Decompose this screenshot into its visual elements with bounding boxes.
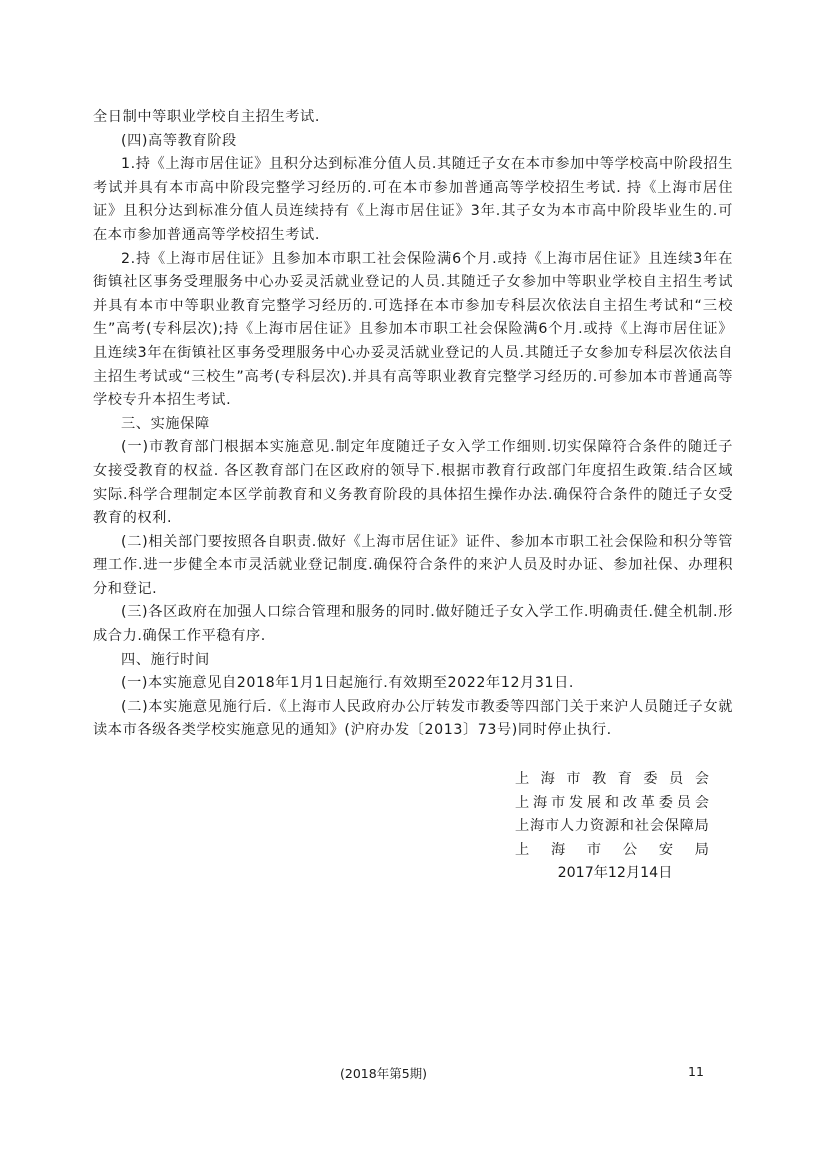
paragraph: (一)市教育部门根据本实施意见.制定年度随迁子女入学工作细则.切实保障符合条件的随迁子女接受教育的权益. 各区教育部门在区政府的领导下.根据市教育行政部门年度招生政策.结合区域实际.科学合理制定本区学前教育和义务教育阶段的具体招生操作办法.确保符合条件的随迁子女受教育的权利.: [93, 439, 733, 527]
signatory: [515, 792, 709, 816]
signature-date: 2017年12月14日: [557, 865, 673, 882]
signatory-char: 局: [694, 841, 709, 858]
paragraph: (三)各区政府在加强人口综合管理和服务的同时.做好随迁子女入学工作.明确责任.健全机制.形成合力.确保工作平稳有序.: [93, 604, 733, 645]
signatory-char: 力: [574, 818, 590, 835]
signatory-char: 局: [694, 818, 709, 835]
signatory-char: 会: [694, 771, 709, 787]
signatory-char: 和: [604, 794, 620, 811]
paragraph: 1.持《上海市居住证》且积分达到标准分值人员.其随迁子女在本市参加中等学校高中阶段招生考试并具有本市高中阶段完整学习经历的.可在本市参加普通高等学校招生考试. 持《上海市居住证》且积分达到标准分值人员连续持有《上海市居住证》3年.其子女为本市高中阶段毕业生的.可在本市参加普通高等学校招生考试.: [93, 156, 733, 243]
signatory-char: 社: [634, 818, 649, 835]
signature-block: [515, 768, 709, 886]
signatory-char: 员: [676, 794, 691, 811]
section-heading: 四、施行时间: [121, 651, 210, 668]
paragraph: 全日制中等职业学校自主招生考试.: [93, 109, 320, 125]
document-body: [93, 106, 733, 743]
signatory-char: 安: [658, 841, 674, 858]
signatory-char: 海: [540, 771, 555, 787]
signatory-char: 改: [622, 794, 638, 811]
paragraph: 2.持《上海市居住证》且参加本市职工社会保险满6个月.或持《上海市居住证》且连续3年在街镇社区事务受理服务中心办妥灵活就业登记的人员.其随迁子女参加中等职业学校自主招生考试并具有本市中等职业教育完整学习经历的.可选择在本市参加专科层次依法自主招生考试和“三校生”高考(专科层次);持《上海市居住证》且参加本市职工社会保险满6个月.或持《上海市居住证》且连续3年在街镇社区事务受理服务中心办妥灵活就业登记的人员.其随迁子女参加专科层次依法自主招生考试或“三校生”高考(专科层次).并具有高等职业教育完整学习经历的.可参加本市普通高等学校专升本招生考试.: [93, 250, 733, 409]
signatory-char: 委: [643, 771, 658, 787]
signatory-char: 海: [532, 794, 548, 811]
signatory-char: 上: [515, 818, 530, 835]
signatory-char: 会: [694, 794, 709, 811]
signatory-char: 源: [604, 818, 620, 835]
signatory-char: 育: [617, 771, 632, 787]
signatory-char: 员: [669, 771, 684, 787]
signatory-char: 海: [550, 841, 566, 858]
signatory: [515, 768, 709, 792]
section-heading: (四)高等教育阶段: [121, 132, 237, 149]
section-heading: 三、实施保障: [121, 415, 210, 432]
page-number: 11: [688, 1064, 704, 1079]
signatory-char: 上: [515, 771, 530, 787]
signatory: [515, 839, 709, 863]
signatory-char: 展: [586, 794, 602, 811]
signatory-char: 教: [592, 771, 607, 787]
signatory-char: 市: [550, 794, 566, 811]
issue-label: (2018年第5期): [340, 1066, 428, 1081]
paragraph: (二)相关部门要按照各自职责.做好《上海市居住证》证件、参加本市职工社会保险和积分等管理工作.进一步健全本市灵活就业登记制度.确保符合条件的来沪人员及时办证、参加社保、办理积分和登记.: [93, 533, 733, 597]
signatory-char: 革: [640, 794, 655, 811]
signatory: [515, 815, 709, 839]
signatory-char: 会: [649, 818, 664, 835]
paragraph: (一)本实施意见自2018年1月1日起施行.有效期至2022年12月31日.: [121, 675, 575, 692]
signatory-char: 保: [664, 818, 679, 835]
signatory-char: 资: [589, 818, 605, 835]
signatory-char: 委: [658, 794, 673, 811]
signatory-char: 市: [566, 771, 581, 787]
signatory-char: 和: [619, 818, 634, 835]
signatory-char: 市: [544, 818, 560, 835]
signatory-char: 人: [559, 818, 575, 835]
signatory-char: 发: [568, 794, 584, 811]
paragraph: (二)本实施意见施行后.《上海市人民政府办公厅转发市教委等四部门关于来沪人员随迁子女就读本市各级各类学校实施意见的通知》(沪府办发〔2013〕73号)同时停止执行.: [93, 698, 733, 739]
signatory-char: 海: [529, 818, 545, 835]
signatory-char: 上: [515, 794, 530, 811]
signatory-char: 上: [515, 841, 530, 858]
signatory-char: 市: [586, 841, 602, 858]
signatory-char: 公: [622, 841, 638, 858]
signatory-char: 障: [679, 818, 694, 835]
